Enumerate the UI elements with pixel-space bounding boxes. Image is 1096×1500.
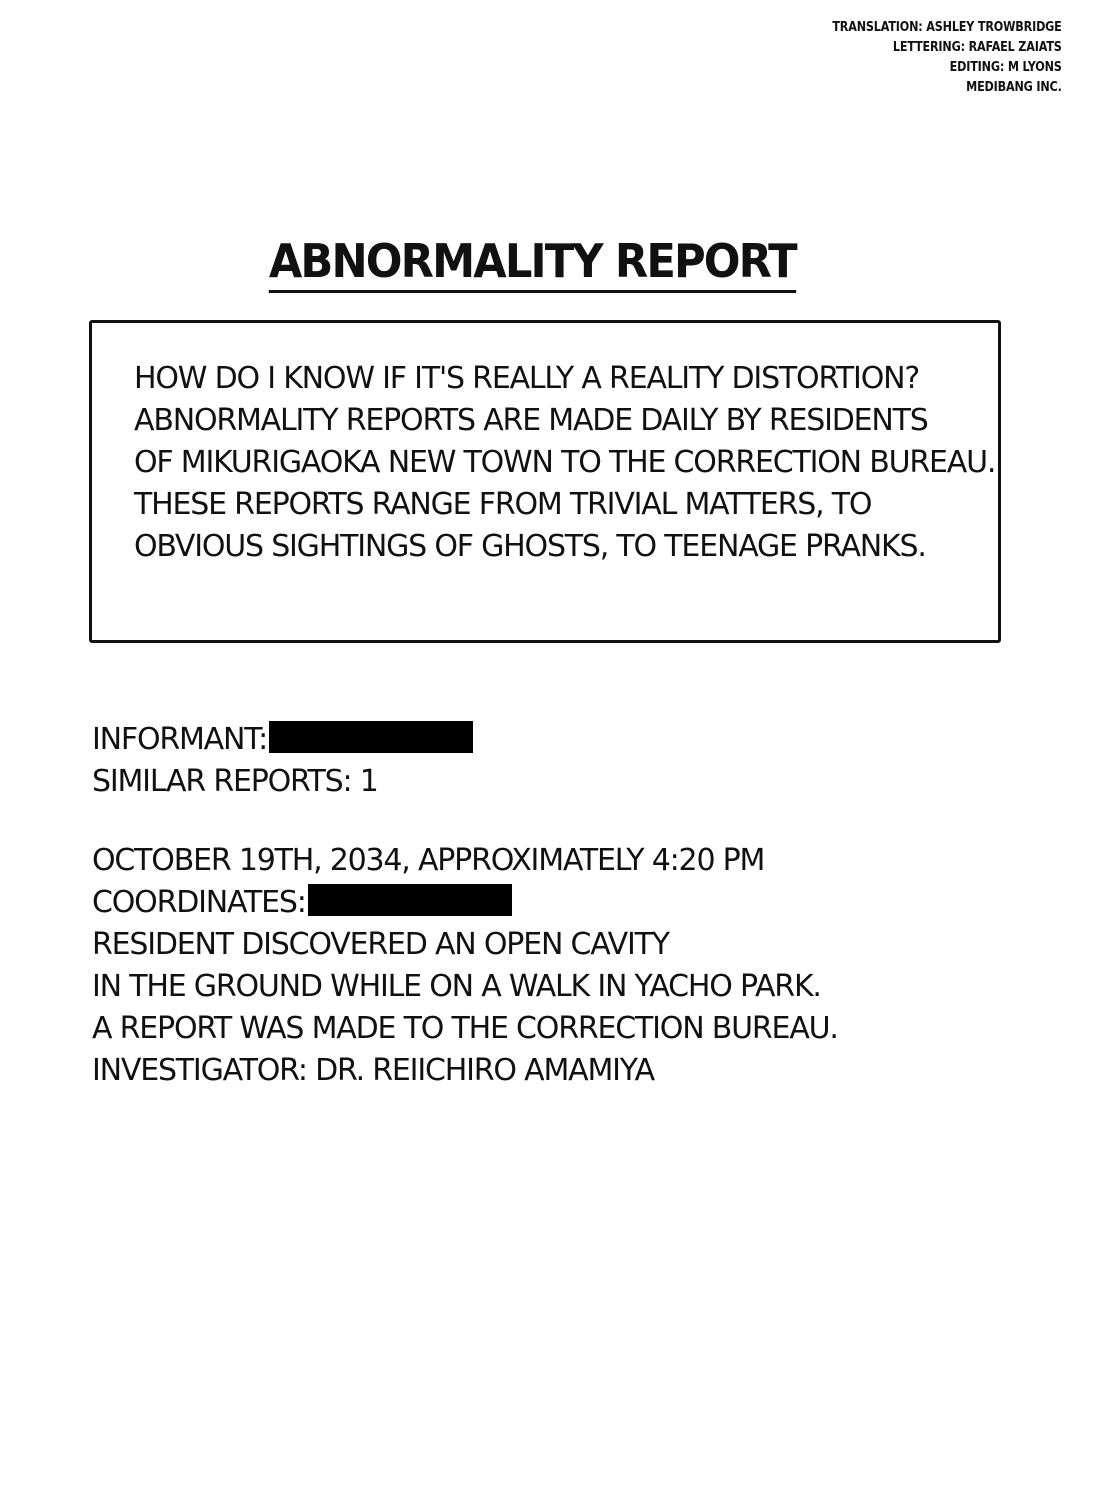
informant-redaction [269, 721, 473, 753]
coordinates-label: COORDINATES: [92, 885, 306, 920]
informant-label: INFORMANT: [92, 722, 267, 757]
intro-line: THESE REPORTS RANGE FROM TRIVIAL MATTERS, TO [134, 487, 872, 522]
report-date-time: OCTOBER 19TH, 2034, APPROXIMATELY 4:20 PM [92, 843, 765, 878]
coordinates-redaction [308, 884, 512, 916]
credit-lettering: LETTERING: RAFAEL ZAIATS [893, 40, 1062, 55]
report-title [0, 232, 1064, 293]
description-line: A REPORT WAS MADE TO THE CORRECTION BUREAU. [92, 1011, 838, 1046]
intro-line: OBVIOUS SIGHTINGS OF GHOSTS, TO TEENAGE PRANKS. [134, 529, 926, 564]
credit-translation: TRANSLATION: ASHLEY TROWBRIDGE [832, 20, 1062, 35]
credits [833, 18, 1062, 98]
report-meta [92, 719, 473, 803]
intro-text [134, 358, 1014, 568]
similar-reports: SIMILAR REPORTS: 1 [92, 764, 378, 799]
report-title-text: ABNORMALITY REPORT [269, 232, 796, 293]
coordinates-row [92, 882, 838, 924]
credit-editing: EDITING: M LYONS [949, 60, 1062, 75]
informant-row [92, 719, 473, 761]
description-line: IN THE GROUND WHILE ON A WALK IN YACHO PARK. [92, 969, 821, 1004]
investigator: INVESTIGATOR: DR. REIICHIRO AMAMIYA [92, 1053, 654, 1088]
report-details [92, 840, 838, 1092]
credit-publisher: MEDIBANG INC. [966, 80, 1062, 95]
intro-line: ABNORMALITY REPORTS ARE MADE DAILY BY RESIDENTS [134, 403, 928, 438]
intro-line: HOW DO I KNOW IF IT'S REALLY A REALITY DISTORTION? [134, 361, 920, 396]
description-line: RESIDENT DISCOVERED AN OPEN CAVITY [92, 927, 669, 962]
intro-line: OF MIKURIGAOKA NEW TOWN TO THE CORRECTION BUREAU. [134, 445, 996, 480]
